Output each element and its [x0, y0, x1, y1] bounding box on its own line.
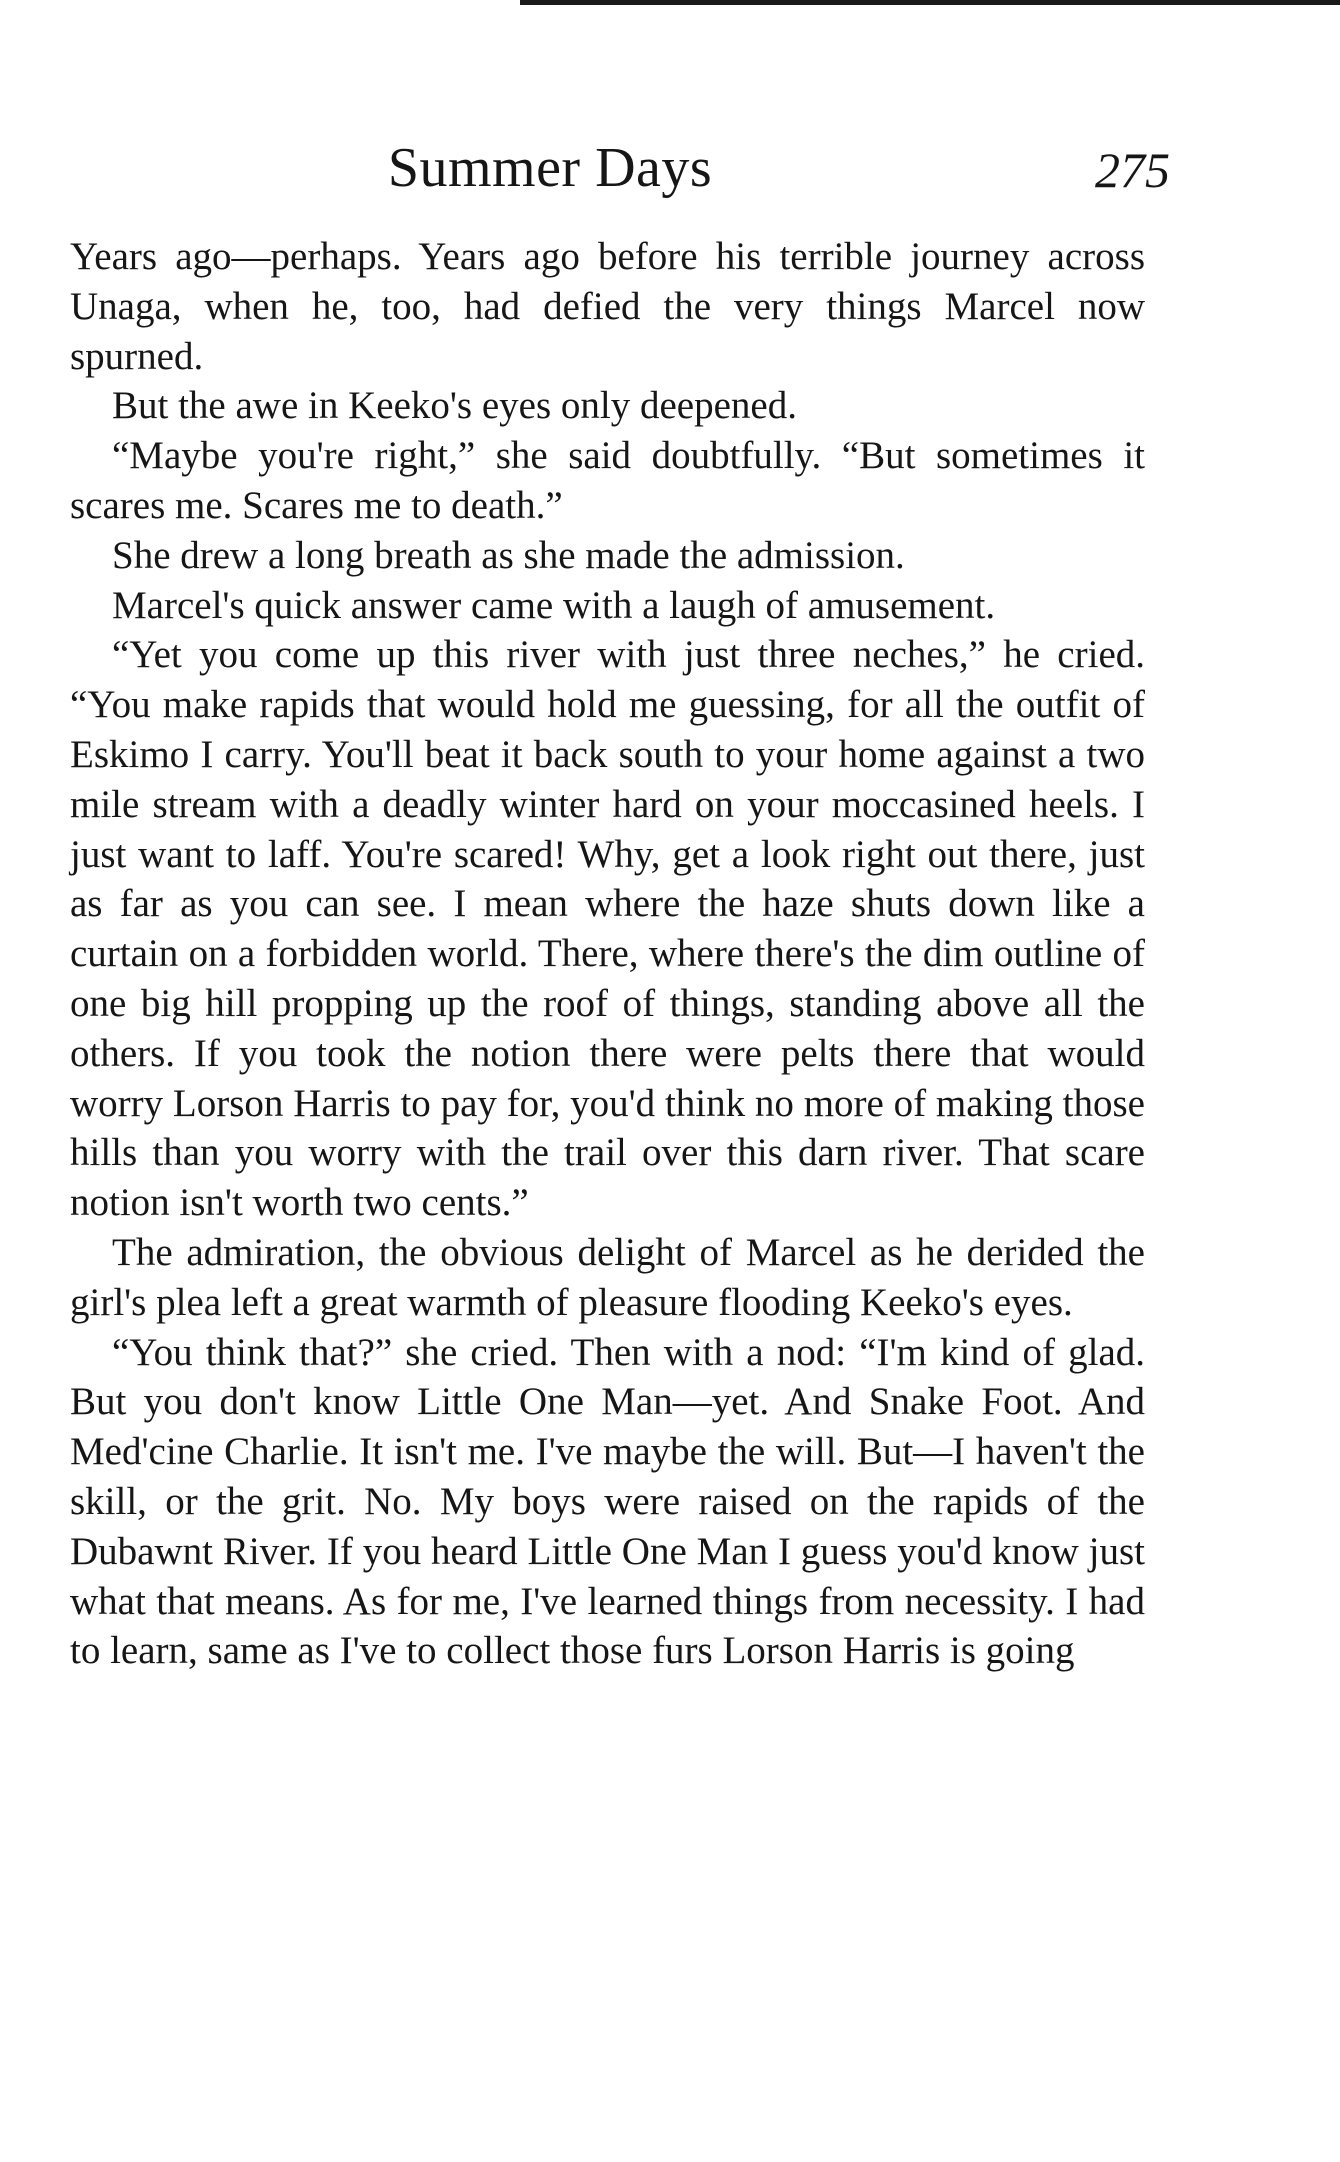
- running-title: Summer Days: [387, 137, 713, 199]
- top-rule: [520, 0, 1340, 5]
- paragraph: The admiration, the obvious delight of Marcel as he derided the girl's plea left a great warmth of pleasure flooding Keeko's eyes.: [70, 1230, 1145, 1324]
- page-number: 275: [1095, 142, 1170, 198]
- body-text: [70, 232, 1145, 1676]
- paragraph: But the awe in Keeko's eyes only deepened.: [112, 384, 797, 428]
- paragraph: “You think that?” she cried. Then with a nod: “I'm kind of glad. But you don't know Little One Man—yet. And Snake Foot. And Med'cine Charlie. It isn't me. I've maybe the will. But—I haven't the skill, or the grit. No. My boys were raised on the rapids of the Dubawnt River. If you heard Little One Man I guess you'd know just what that means. As for me, I've learned things from necessity. I had to learn, same as I've to collect those furs Lorson Harris is going: [70, 1330, 1145, 1673]
- paragraph: Marcel's quick answer came with a laugh of amusement.: [112, 583, 996, 627]
- paragraph: “Maybe you're right,” she said doubtfully. “But sometimes it scares me. Scares me to death.”: [70, 434, 1145, 527]
- paragraph: Years ago—perhaps. Years ago before his terrible journey across Unaga, when he, too, had defied the very things Marcel now spurned.: [70, 235, 1145, 378]
- paragraph: “Yet you come up this river with just three neches,” he cried. “You make rapids that would hold me guessing, for all the outfit of Eskimo I carry. You'll beat it back south to your home against a two mile stream with a deadly winter hard on your moccasined heels. I just want to laff. You're scared! Why, get a look right out there, just as far as you can see. I mean where the haze shuts down like a curtain on a forbidden world. There, where there's the dim outline of one big hill propping up the roof of things, standing above all the others. If you took the notion there were pelts there that would worry Lorson Harris to pay for, you'd think no more of making those hills than you worry with the trail over this darn river. That scare notion isn't worth two cents.”: [70, 633, 1145, 1225]
- running-head: [0, 128, 1340, 208]
- paragraph: She drew a long breath as she made the admission.: [112, 533, 905, 577]
